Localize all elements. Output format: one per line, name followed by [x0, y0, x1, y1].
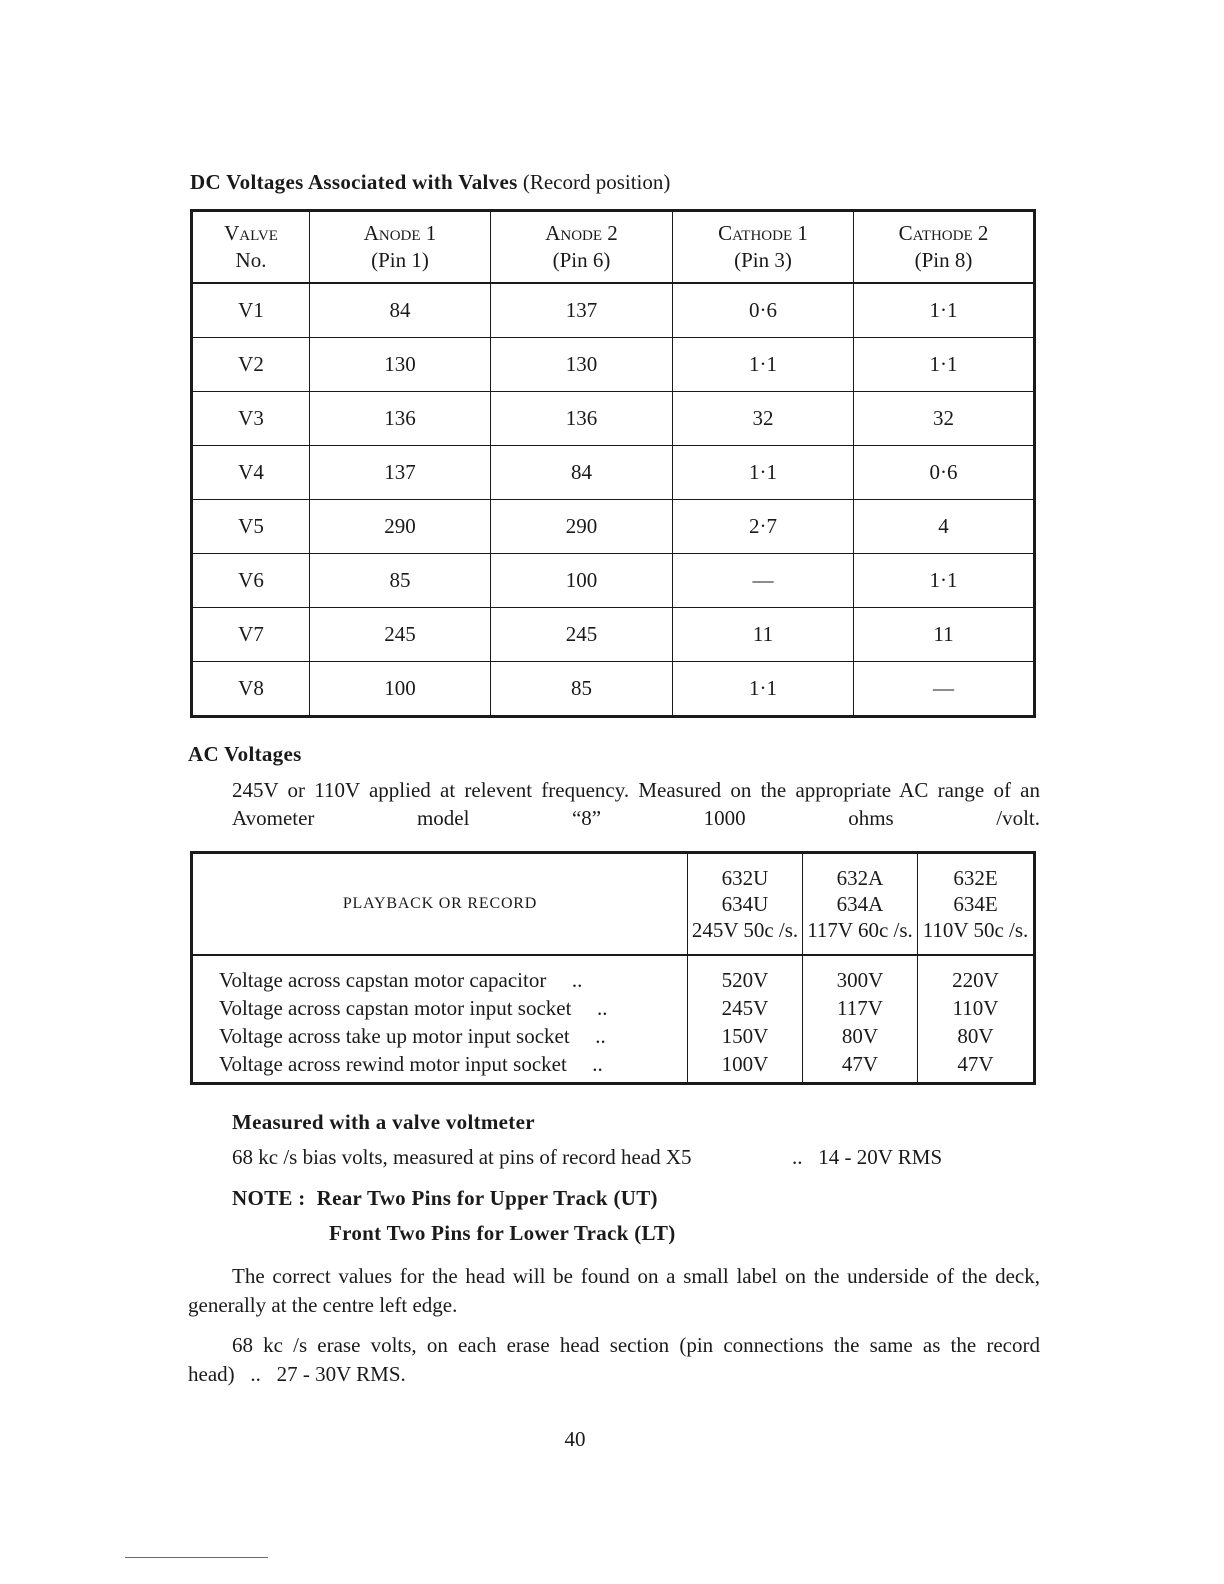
anode-1-cell: 137	[310, 446, 491, 500]
cathode-1-cell: 1·1	[673, 446, 854, 500]
cathode-1-cell: 0·6	[673, 283, 854, 338]
table-row	[192, 338, 1035, 392]
anode-2-cell: 136	[491, 392, 673, 446]
anode-1-cell: 130	[310, 338, 491, 392]
cathode-2-cell: 1·1	[854, 283, 1035, 338]
label-location-paragraph	[188, 1262, 1040, 1320]
anode-1-cell: 84	[310, 283, 491, 338]
value-cell: 100V	[688, 1050, 803, 1084]
cathode-1-cell: 11	[673, 608, 854, 662]
ac-voltages-heading: AC Voltages	[188, 742, 302, 766]
table-row	[192, 662, 1035, 717]
valve-cell: V3	[192, 392, 310, 446]
bias-leader: ..	[792, 1145, 803, 1169]
cathode-2-cell: —	[854, 662, 1035, 717]
header-cathode-1: Cathode 1 (Pin 3)	[673, 211, 854, 284]
note-lower-track: Front Two Pins for Lower Track (LT)	[329, 1221, 676, 1245]
measurement-label: Voltage across capstan motor input socket ..	[219, 996, 608, 1020]
page-number: 40	[564, 1427, 586, 1451]
header-cathode-2: Cathode 2 (Pin 8)	[854, 211, 1035, 284]
ac-table-header-row	[192, 853, 1035, 956]
bias-volts-text: 68 kc /s bias volts, measured at pins of record head X5	[232, 1145, 692, 1169]
anode-1-cell: 100	[310, 662, 491, 717]
table-row	[192, 1050, 1035, 1084]
anode-2-cell: 84	[491, 446, 673, 500]
note-label: NOTE :	[232, 1186, 306, 1210]
valve-cell: V8	[192, 662, 310, 717]
table-row	[192, 1022, 1035, 1050]
anode-2-cell: 85	[491, 662, 673, 717]
measurement-label: Voltage across take up motor input socket ..	[219, 1024, 606, 1048]
cathode-2-cell: 4	[854, 500, 1035, 554]
ac-description-text: 245V or 110V applied at relevent frequency. Measured on the appropriate AC range of an Avometer model “8” 1000 ohms /volt.	[232, 778, 1040, 830]
valve-cell: V7	[192, 608, 310, 662]
anode-2-cell: 130	[491, 338, 673, 392]
table-row	[192, 554, 1035, 608]
footer-rule	[125, 1557, 268, 1558]
value-cell: 520V	[688, 955, 803, 994]
table-row	[192, 955, 1035, 994]
anode-2-cell: 137	[491, 283, 673, 338]
anode-1-cell: 245	[310, 608, 491, 662]
value-cell: 150V	[688, 1022, 803, 1050]
cathode-1-cell: 1·1	[673, 662, 854, 717]
cathode-1-cell: 2·7	[673, 500, 854, 554]
dc-voltages-heading	[190, 170, 670, 195]
table-row	[192, 283, 1035, 338]
model-a-header: 632A 634A 117V 60c /s.	[803, 853, 918, 956]
value-cell: 110V	[918, 994, 1035, 1022]
bias-value-text: 14 - 20V RMS	[818, 1145, 943, 1169]
dc-table-header-row	[192, 211, 1035, 284]
note-line-1	[232, 1186, 658, 1211]
label-location-text: The correct values for the head will be found on a small label on the underside of the deck, generally at the centre left edge.	[188, 1264, 1040, 1317]
dc-voltages-table	[190, 209, 1036, 718]
table-row	[192, 500, 1035, 554]
value-cell: 245V	[688, 994, 803, 1022]
cathode-1-cell: —	[673, 554, 854, 608]
value-cell: 220V	[918, 955, 1035, 994]
cathode-1-cell: 32	[673, 392, 854, 446]
value-cell: 47V	[918, 1050, 1035, 1084]
value-cell: 80V	[803, 1022, 918, 1050]
erase-volts-paragraph	[188, 1331, 1040, 1389]
table-row	[192, 392, 1035, 446]
table-row	[192, 608, 1035, 662]
erase-leader: ..	[250, 1362, 261, 1386]
bias-volts-value	[792, 1145, 942, 1170]
anode-1-cell: 290	[310, 500, 491, 554]
cathode-2-cell: 11	[854, 608, 1035, 662]
header-anode-2: Anode 2 (Pin 6)	[491, 211, 673, 284]
anode-1-cell: 136	[310, 392, 491, 446]
valve-cell: V4	[192, 446, 310, 500]
measurement-label: Voltage across capstan motor capacitor ..	[219, 968, 583, 992]
valve-voltmeter-heading: Measured with a valve voltmeter	[232, 1110, 535, 1134]
cathode-2-cell: 1·1	[854, 554, 1035, 608]
valve-cell: V2	[192, 338, 310, 392]
valve-cell: V6	[192, 554, 310, 608]
cathode-2-cell: 1·1	[854, 338, 1035, 392]
header-valve: Valve No.	[192, 211, 310, 284]
table-row	[192, 994, 1035, 1022]
value-cell: 80V	[918, 1022, 1035, 1050]
table-row	[192, 446, 1035, 500]
anode-1-cell: 85	[310, 554, 491, 608]
model-u-header: 632U 634U 245V 50c /s.	[688, 853, 803, 956]
cathode-2-cell: 32	[854, 392, 1035, 446]
dc-voltages-note: (Record position)	[522, 170, 671, 194]
measurement-label: Voltage across rewind motor input socket ..	[219, 1052, 603, 1076]
valve-cell: V5	[192, 500, 310, 554]
ac-voltages-description	[188, 776, 1040, 832]
anode-2-cell: 290	[491, 500, 673, 554]
model-e-header: 632E 634E 110V 50c /s.	[918, 853, 1035, 956]
note-upper-track: Rear Two Pins for Upper Track (UT)	[316, 1186, 658, 1210]
value-cell: 300V	[803, 955, 918, 994]
header-anode-1: Anode 1 (Pin 1)	[310, 211, 491, 284]
dc-voltages-title: DC Voltages Associated with Valves	[190, 170, 518, 194]
value-cell: 47V	[803, 1050, 918, 1084]
erase-volts-text: 68 kc /s erase volts, on each erase head section (pin connections the same as the record head)	[188, 1333, 1040, 1386]
playback-or-record-header: PLAYBACK OR RECORD	[192, 853, 688, 956]
erase-volts-value: 27 - 30V RMS.	[276, 1362, 406, 1386]
value-cell: 117V	[803, 994, 918, 1022]
ac-voltages-table	[190, 851, 1036, 1085]
anode-2-cell: 100	[491, 554, 673, 608]
valve-cell: V1	[192, 283, 310, 338]
cathode-2-cell: 0·6	[854, 446, 1035, 500]
cathode-1-cell: 1·1	[673, 338, 854, 392]
anode-2-cell: 245	[491, 608, 673, 662]
